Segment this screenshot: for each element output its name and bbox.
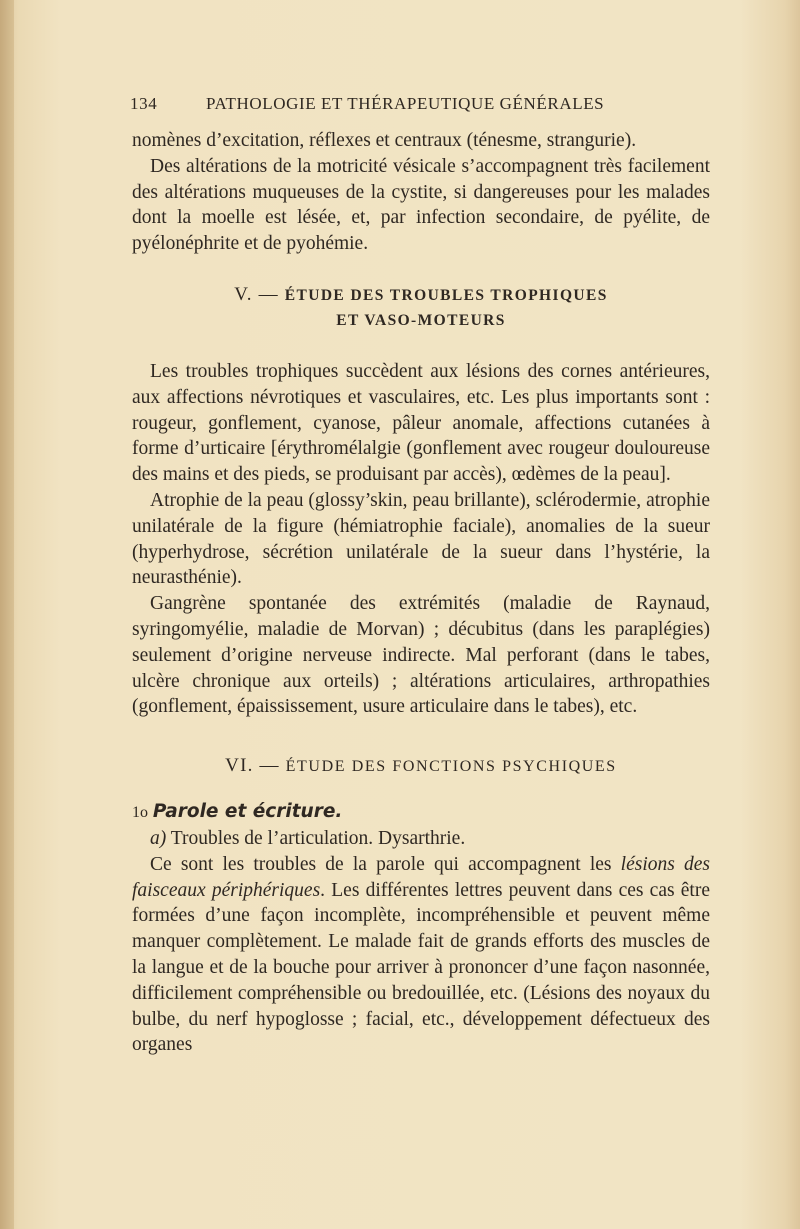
section-heading-v <box>132 283 710 333</box>
subsection-number: 1o <box>132 804 148 822</box>
section-vi-numeral: VI. — <box>225 755 286 777</box>
spacer <box>132 779 710 799</box>
section-v-title-line1: ÉTUDE DES TROUBLES TROPHIQUES <box>284 286 608 304</box>
page-body <box>132 128 710 1058</box>
section-v-numeral: V. — <box>234 283 285 305</box>
subsection-heading <box>132 799 710 826</box>
page-number: 134 <box>130 94 158 113</box>
item-a-letter: a) <box>150 827 167 849</box>
paragraph-troubles: Les troubles trophiques succèdent aux lésions des cornes antérieures, aux affections névrotiques et vasculaires, etc. Les plus importants sont : rougeur, gonflement, cyanose, pâleur anomale, affections cutanées à forme d’urticaire [érythromélalgie (gonflement avec rougeur douloureuse des mains et des pieds, se produisant par accès), œdèmes de la peau]. <box>132 360 710 486</box>
paragraph-parole-rest: . Les différentes lettres peuvent dans ces cas être formées d’une façon incomplète, incompréhensible et peuvent même manquer complètement. Le malade fait de grands efforts des muscles de la langue et de la bouche pour arriver à prononcer d’une façon nasonnée, difficilement compréhensible ou bredouillée, etc. (Lésions des noyaux du bulbe, du nerf hypoglosse ; facial, etc., développement défectueux des organes <box>132 879 710 1056</box>
section-v-line1 <box>132 283 710 308</box>
running-header <box>130 94 710 120</box>
paragraph-parole-italic: lésions des faisceaux périphériques <box>132 853 710 901</box>
section-v-title-line2: ET VASO-MOTEURS <box>336 311 506 329</box>
section-heading-vi <box>132 754 710 779</box>
running-title: PATHOLOGIE ET THÉRAPEUTIQUE GÉNÉRALES <box>206 94 605 113</box>
paragraph-atrophie: Atrophie de la peau (glossy’skin, peau brillante), sclérodermie, atrophie unilatérale de la figure (hémiatrophie faciale), anomalies de la sueur (hyperhydrose, sécrétion unilatérale de la sueur dans l’hystérie, la neurasthénie). <box>132 489 710 589</box>
paragraph-parole <box>132 852 710 1058</box>
page-gutter-shadow <box>0 0 14 1229</box>
section-v-line2 <box>132 308 710 333</box>
spacer <box>132 333 710 359</box>
item-a <box>132 826 710 852</box>
paragraph-motricite: Des altérations de la motricité vésicale s’accompagnent très facilement des altérations muqueuses de la cystite, si dangereuses pour les malades dont la moelle est lésée, et, par infection secondaire, de pyélite, de pyélonéphrite et de pyohémie. <box>132 155 710 255</box>
subsection-title: Parole et écriture. <box>152 801 343 823</box>
paragraph-gangrene: Gangrène spontanée des extrémités (maladie de Raynaud, syringomyélie, maladie de Morvan) ; décubitus (dans les paraplégies) seulement d’origine nerveuse indirecte. Mal perforant (dans le tabes, ulcère chronique aux orteils) ; altérations articulaires, arthropathies (gonflement, épaississement, usure articulaire dans le tabes), etc. <box>132 593 710 718</box>
section-vi-title: ÉTUDE DES FONCTIONS PSYCHIQUES <box>285 758 617 776</box>
item-a-text: Troubles de l’articulation. Dysarthrie. <box>166 827 466 849</box>
paragraph-continuation: nomènes d’excitation, réflexes et centraux (ténesme, strangurie). <box>132 130 637 151</box>
paragraph-parole-start: Ce sont les troubles de la parole qui accompagnent les <box>150 853 621 875</box>
